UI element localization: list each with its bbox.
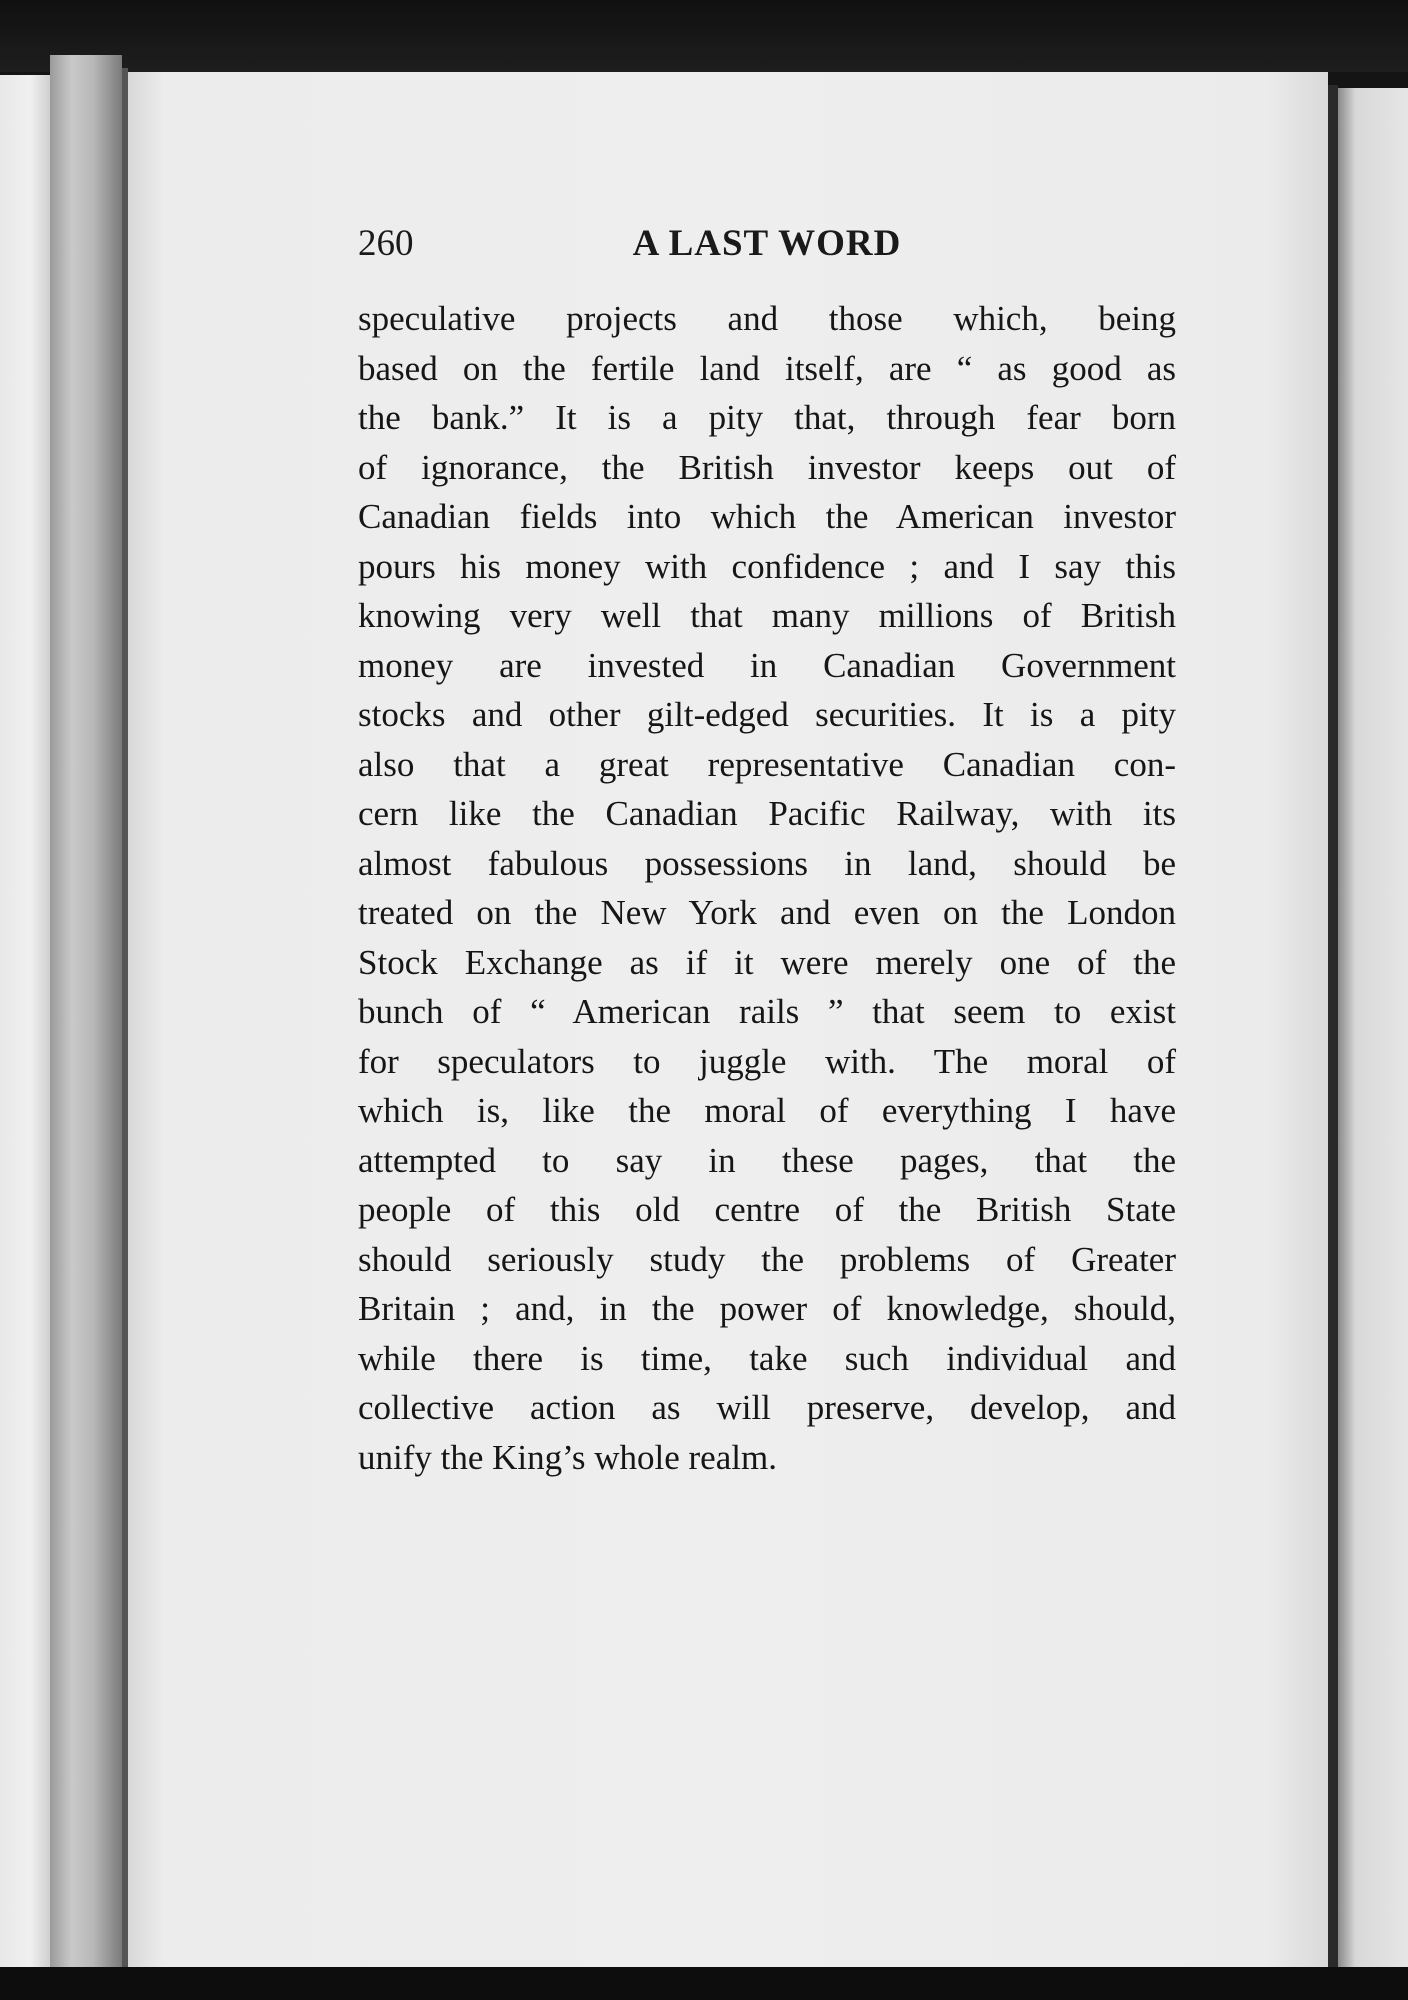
running-title: A LAST WORD [632, 223, 902, 264]
text-line: money are invested in Canadian Government [358, 645, 1176, 685]
text-line: collective action as will preserve, develop, and [358, 1388, 1176, 1427]
text-line: should seriously study the problems of Greater [358, 1239, 1176, 1279]
text-line: attempted to say in these pages, that the [358, 1140, 1176, 1180]
text-line: speculative projects and those which, being [358, 299, 1176, 338]
text-line: based on the fertile land itself, are “ as good as [358, 348, 1176, 388]
text-line: of ignorance, the British investor keeps out of [358, 447, 1176, 487]
running-head [358, 222, 1176, 272]
text-line: bunch of “ American rails ” that seem to exist [358, 992, 1176, 1031]
page-number: 260 [358, 223, 414, 264]
text-line: Stock Exchange as if it were merely one of the [358, 942, 1176, 982]
text-line: almost fabulous possessions in land, should be [358, 843, 1176, 883]
text-line: treated on the New York and even on the London [358, 893, 1176, 932]
text-line: stocks and other gilt-edged securities. It is a pity [358, 695, 1176, 734]
text-line: unify the King’s whole realm. [358, 1437, 777, 1477]
body-text [358, 294, 1176, 1482]
facing-page-edge [1338, 88, 1408, 1988]
book-gutter-right [1328, 85, 1338, 1985]
text-line: Britain ; and, in the power of knowledge, should, [358, 1289, 1176, 1328]
text-line: the bank.” It is a pity that, through fear born [358, 398, 1176, 437]
text-line: also that a great representative Canadian con- [358, 744, 1176, 784]
text-line: Canadian fields into which the American investor [358, 497, 1176, 536]
text-line: pours his money with confidence ; and I say this [358, 546, 1176, 586]
text-line: people of this old centre of the British State [358, 1190, 1176, 1229]
text-line: cern like the Canadian Pacific Railway, with its [358, 794, 1176, 833]
text-line: for speculators to juggle with. The moral of [358, 1041, 1176, 1081]
scan-background-top [0, 0, 1408, 72]
text-line: knowing very well that many millions of British [358, 596, 1176, 635]
scan-background-bottom [0, 1967, 1408, 2000]
text-line: while there is time, take such individual and [358, 1338, 1176, 1378]
book-page-edges [50, 55, 122, 1980]
text-line: which is, like the moral of everything I have [358, 1091, 1176, 1130]
scan-margin-left [0, 75, 50, 2000]
